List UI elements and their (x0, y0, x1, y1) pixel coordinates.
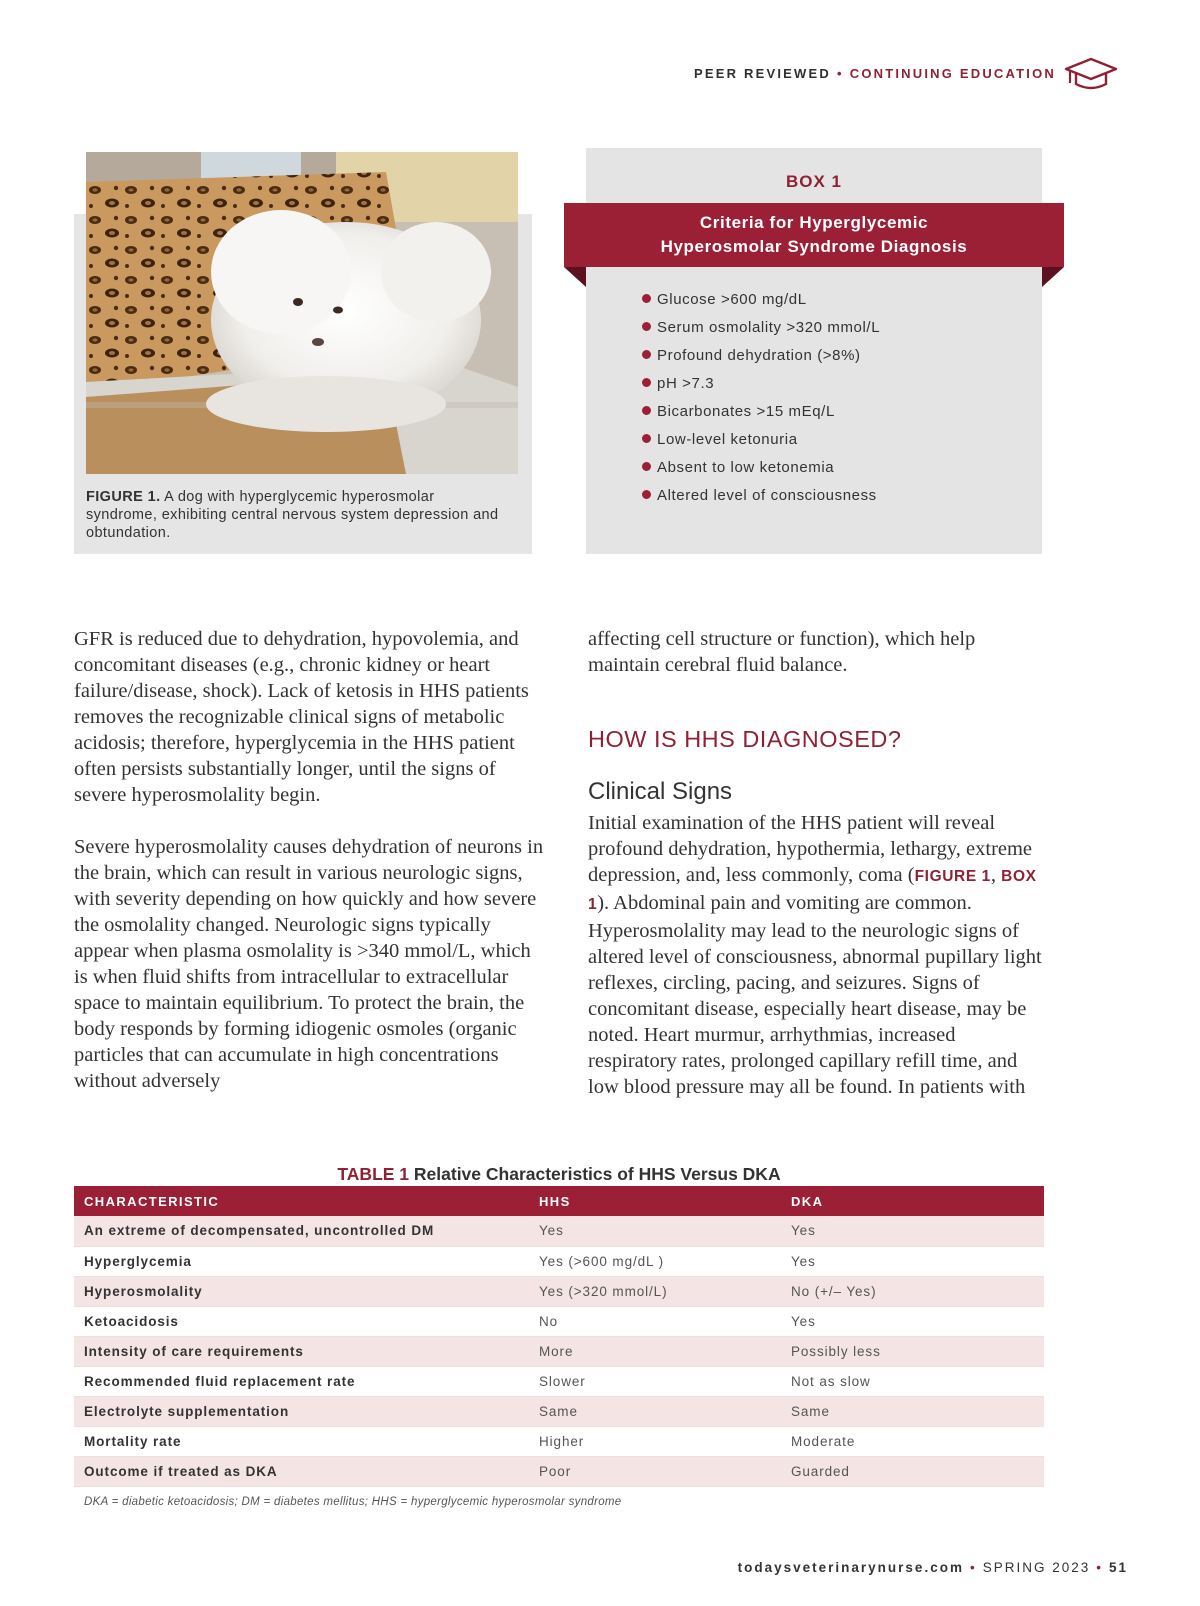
figure-1-label: FIGURE 1. (86, 489, 161, 505)
table-cell: Poor (529, 1456, 781, 1486)
figure-1-caption-text: A dog with hyperglycemic hyperosmolar syndrome, exhibiting central nervous system depression and obtundation. (86, 489, 499, 541)
banner-fold-left (564, 267, 586, 287)
table-cell: Not as slow (781, 1366, 1044, 1396)
figure-1-photo (86, 152, 518, 474)
figure-1-caption (86, 488, 506, 542)
table-cell: Yes (781, 1306, 1044, 1336)
box-1-title-banner (564, 203, 1064, 267)
header-separator: • (836, 66, 844, 81)
table-cell: More (529, 1336, 781, 1366)
table-cell: Slower (529, 1366, 781, 1396)
table-cell: Moderate (781, 1426, 1044, 1456)
table-cell: Mortality rate (74, 1426, 529, 1456)
table-1 (74, 1186, 1044, 1487)
bullet-icon (642, 406, 651, 415)
criteria-item: Glucose >600 mg/dL (642, 288, 880, 316)
box-1-label: BOX 1 (785, 172, 843, 191)
table-cell: Hyperosmolality (74, 1276, 529, 1306)
footer-separator: • (1096, 1560, 1103, 1575)
table-1-title (74, 1164, 1044, 1185)
body-paragraph: GFR is reduced due to dehydration, hypovolemia, and concomitant diseases (e.g., chronic kidney or heart failure/disease, shock). Lack of ketosis in HHS patients removes the recognizable clinical signs of metabolic acidosis; therefore, hyperglycemia in the HHS patient often persists substantially longer, until the signs of severe hyperosmolality begin. (74, 628, 529, 806)
table-row (74, 1396, 1044, 1426)
page-number: 51 (1108, 1560, 1128, 1575)
subsection-heading: Clinical Signs (588, 778, 733, 805)
continuing-education-label: CONTINUING EDUCATION (849, 66, 1056, 81)
table-cell: No (529, 1306, 781, 1336)
criteria-item: pH >7.3 (642, 372, 880, 400)
criteria-item: Serum osmolality >320 mmol/L (642, 316, 880, 344)
table-cell: Yes (>600 mg/dL ) (529, 1246, 781, 1276)
table-cell: Guarded (781, 1456, 1044, 1486)
bullet-icon (642, 322, 651, 331)
criteria-item: Bicarbonates >15 mEq/L (642, 400, 880, 428)
criteria-item: Profound dehydration (>8%) (642, 344, 880, 372)
table-row (74, 1246, 1044, 1276)
body-column-right-top (588, 626, 1048, 678)
table-cell: Yes (781, 1246, 1044, 1276)
criteria-item: Low-level ketonuria (642, 428, 880, 456)
column-header-dka: DKA (781, 1186, 1044, 1216)
table-cell: Electrolyte supplementation (74, 1396, 529, 1426)
body-column-right (588, 810, 1048, 1100)
running-header (694, 66, 1056, 81)
table-cell: Hyperglycemia (74, 1246, 529, 1276)
footer-separator: • (969, 1560, 977, 1575)
table-cell: Yes (>320 mmol/L) (529, 1276, 781, 1306)
table-1-title-text: Relative Characteristics of HHS Versus DKA (413, 1164, 781, 1184)
bullet-icon (642, 350, 651, 359)
body-paragraph: Severe hyperosmolality causes dehydration of neurons in the brain, which can result in various neurologic signs, with severity depending on how quickly and how severe the osmolality changed. Neurologic signs typically appear when plasma osmolality is >340 mmol/L, which is when fluid shifts from intracellular to extracellular space to maintain equilibrium. To protect the brain, the body responds by forming idiogenic osmoles (organic particles that can accumulate in high concentrations without adversely (74, 836, 544, 1092)
column-header-hhs: HHS (529, 1186, 781, 1216)
page-footer (738, 1560, 1128, 1575)
figure-1-reference-link[interactable]: FIGURE 1 (914, 868, 991, 885)
box-1-reference-link[interactable]: BOX 1 (588, 868, 1037, 913)
box-1-title: Criteria for Hyperglycemic Hyperosmolar Syndrome Diagnosis (660, 213, 968, 256)
bullet-icon (642, 434, 651, 443)
table-cell: An extreme of decompensated, uncontrolled DM (74, 1216, 529, 1246)
body-paragraph: Initial examination of the HHS patient will reveal profound dehydration, hypothermia, lethargy, extreme depression, and, less commonly, coma (FIGURE 1, BOX 1). Abdominal pain and vomiting are common. Hyperosmolality may lead to the neurologic signs of altered level of consciousness, abnormal pupillary light reflexes, circling, pacing, and seizures. Signs of concomitant disease, especially heart disease, may be noted. Heart murmur, arrhythmias, increased respiratory rates, prolonged capillary refill time, and low blood pressure may all be found. In patients with (588, 812, 1042, 1098)
bullet-icon (642, 294, 651, 303)
table-cell: Same (781, 1396, 1044, 1426)
table-cell: Higher (529, 1426, 781, 1456)
table-row (74, 1216, 1044, 1246)
table-cell: Recommended fluid replacement rate (74, 1366, 529, 1396)
table-header-row (74, 1186, 1044, 1216)
footer-site-link[interactable]: todaysveterinarynurse.com (737, 1560, 964, 1575)
table-row (74, 1336, 1044, 1366)
table-cell: Ketoacidosis (74, 1306, 529, 1336)
table-row (74, 1426, 1044, 1456)
peer-reviewed-label: PEER REVIEWED (694, 66, 831, 81)
table-cell: Yes (781, 1216, 1044, 1246)
bullet-icon (642, 490, 651, 499)
body-column-left (74, 626, 544, 1094)
criteria-item: Altered level of consciousness (642, 484, 880, 512)
table-cell: Possibly less (781, 1336, 1044, 1366)
table-cell: Same (529, 1396, 781, 1426)
table-row (74, 1276, 1044, 1306)
box-1-criteria-list (642, 288, 880, 512)
table-cell: No (+/– Yes) (781, 1276, 1044, 1306)
criteria-item: Absent to low ketonemia (642, 456, 880, 484)
table-row (74, 1366, 1044, 1396)
table-1-number: TABLE 1 (337, 1164, 410, 1184)
banner-fold-right (1042, 267, 1064, 287)
footer-issue: SPRING 2023 (982, 1560, 1091, 1575)
bullet-icon (642, 462, 651, 471)
bullet-icon (642, 378, 651, 387)
column-header-characteristic: CHARACTERISTIC (74, 1186, 529, 1216)
table-cell: Intensity of care requirements (74, 1336, 529, 1366)
table-cell: Outcome if treated as DKA (74, 1456, 529, 1486)
body-paragraph: affecting cell structure or function), which help maintain cerebral fluid balance. (588, 628, 976, 676)
table-cell: Yes (529, 1216, 781, 1246)
graduation-cap-icon (1064, 56, 1118, 92)
table-row (74, 1306, 1044, 1336)
section-heading: HOW IS HHS DIAGNOSED? (588, 726, 902, 752)
table-row (74, 1456, 1044, 1486)
table-1-footnote: DKA = diabetic ketoacidosis; DM = diabetes mellitus; HHS = hyperglycemic hyperosmolar syndrome (84, 1496, 622, 1508)
